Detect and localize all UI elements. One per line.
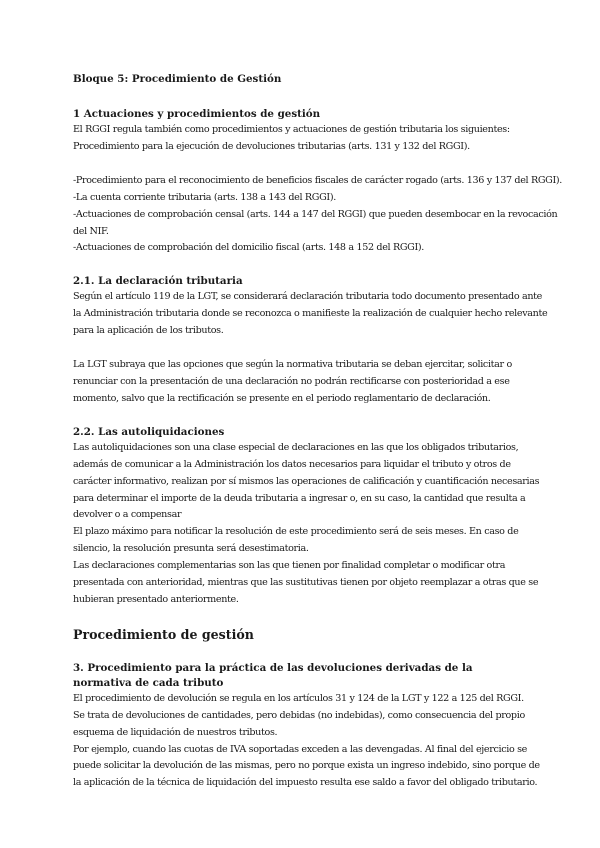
section-heading-autoliquidaciones: 2.2. Las autoliquidaciones bbox=[73, 425, 225, 438]
section-heading-actuaciones: 1 Actuaciones y procedimientos de gestión bbox=[73, 108, 321, 120]
section-heading-declaracion: 2.1. La declaración tributaria bbox=[73, 275, 243, 288]
list-item: -La cuenta corriente tributaria (arts. 138 a 143 del RGGI). bbox=[73, 191, 336, 203]
paragraph-line: silencio, la resolución presunta será desestimatoria. bbox=[73, 543, 309, 555]
section-autoliquidaciones bbox=[73, 425, 540, 609]
paragraph-line: devolver o a compensar bbox=[73, 509, 182, 521]
paragraph-line: Según el artículo 119 de la LGT, se considerará declaración tributaria todo documento presentado ante bbox=[73, 291, 542, 303]
paragraph-line: puede solicitar la devolución de las mismas, pero no porque exista un ingreso indebido, sino porque de bbox=[73, 760, 540, 772]
document-page bbox=[73, 72, 562, 792]
paragraph-line: momento, salvo que la rectificación se presente en el periodo reglamentario de declaración. bbox=[73, 392, 491, 404]
paragraph-line: Por ejemplo, cuando las cuotas de IVA soportadas exceden a las devengadas. Al final del ejercicio se bbox=[73, 743, 527, 755]
list-item-continuation: del NIF. bbox=[73, 225, 109, 237]
list-item: -Actuaciones de comprobación del domicilio fiscal (arts. 148 a 152 del RGGI). bbox=[73, 242, 424, 254]
paragraph-line: El plazo máximo para notificar la resolución de este procedimiento será de seis meses. En caso de bbox=[73, 526, 519, 538]
paragraph-line: la Administración tributaria donde se reconozca o manifieste la realización de cualquier hecho relevante bbox=[73, 308, 548, 320]
paragraph-line: El procedimiento de devolución se regula en los artículos 31 y 124 de la LGT y 122 a 125 del RGGI. bbox=[73, 692, 524, 704]
section-declaracion-tributaria bbox=[73, 274, 548, 407]
paragraph-line: hubieran presentado anteriormente. bbox=[73, 593, 239, 605]
paragraph-line: para la aplicación de los tributos. bbox=[73, 325, 224, 337]
paragraph-line: Se trata de devoluciones de cantidades, pero debidas (no indebidas), como consecuencia del propio bbox=[73, 709, 525, 721]
list-item: -Procedimiento para el reconocimiento de beneficios fiscales de carácter rogado (arts. 136 y 137 del RGGI). bbox=[73, 174, 562, 186]
paragraph-line: para determinar el importe de la deuda tributaria a ingresar o, en su caso, la cantidad que resulta a bbox=[73, 492, 526, 504]
section-heading-devoluciones: 3. Procedimiento para la práctica de las devoluciones derivadas de la normativa de cada tributo bbox=[73, 661, 473, 689]
paragraph-line: renunciar con la presentación de una declaración no podrán rectificarse con posterioridad a ese bbox=[73, 375, 510, 387]
paragraph-line: La LGT subraya que las opciones que según la normativa tributaria se deban ejercitar, solicitar o bbox=[73, 359, 512, 371]
document-title: Bloque 5: Procedimiento de Gestión bbox=[73, 73, 282, 85]
paragraph-line: El RGGI regula también como procedimientos y actuaciones de gestión tributaria los siguientes: bbox=[73, 124, 510, 135]
paragraph-line: esquema de liquidación de nuestros tributos. bbox=[73, 726, 278, 738]
section-devoluciones bbox=[73, 661, 540, 792]
paragraph-line: Las autoliquidaciones son una clase especial de declaraciones en las que los obligados tributarios, bbox=[73, 441, 519, 453]
heading-procedimiento-gestion: Procedimiento de gestión bbox=[73, 626, 254, 642]
list-item: -Actuaciones de comprobación censal (arts. 144 a 147 del RGGI) que pueden desembocar en la revocación bbox=[73, 208, 558, 220]
paragraph-line: presentada con anterioridad, mientras que las sustitutivas tienen por objeto reemplazar a otras que se bbox=[73, 577, 539, 589]
paragraph-line: Las declaraciones complementarias son las que tienen por finalidad completar o modificar otra bbox=[73, 560, 506, 572]
paragraph-line: Procedimiento para la ejecución de devoluciones tributarias (arts. 131 y 132 del RGGI). bbox=[73, 140, 470, 152]
paragraph-line: la aplicación de la técnica de liquidación del impuesto resulta ese saldo a favor del obligado tributario. bbox=[73, 777, 538, 789]
section-actuaciones bbox=[73, 107, 562, 257]
paragraph-line: además de comunicar a la Administración los datos necesarios para liquidar el tributo y otros de bbox=[73, 458, 511, 470]
paragraph-line: carácter informativo, realizan por sí mismos las operaciones de calificación y cuantificación necesarias bbox=[73, 475, 540, 487]
